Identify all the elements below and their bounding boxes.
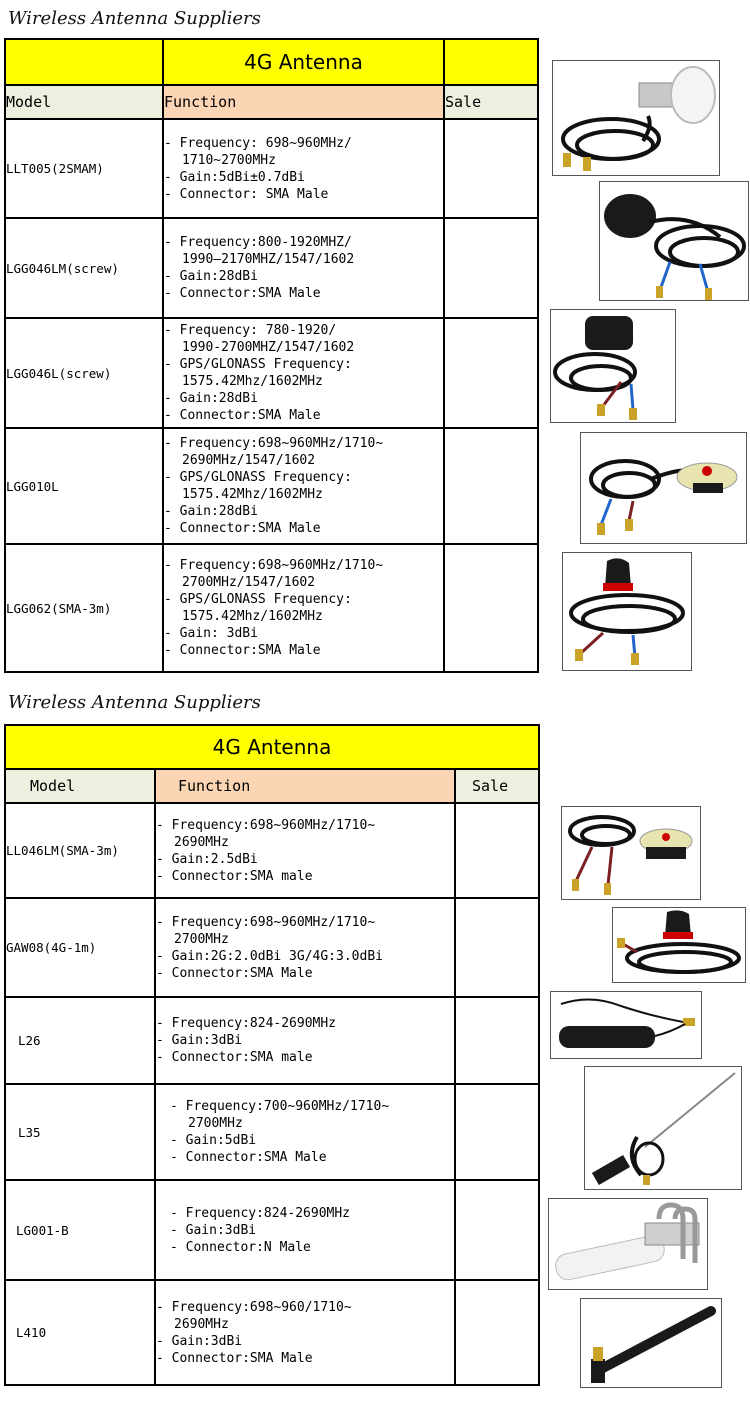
model-cell: LLT005(2SMAM)	[5, 119, 163, 218]
table-row	[5, 119, 538, 218]
table-row	[5, 898, 539, 997]
sale-cell	[444, 318, 538, 428]
spec-line: - Connector:SMA Male	[164, 521, 321, 536]
spec-line: - Gain:3dBi	[156, 1033, 243, 1048]
spec-line: 1575.42Mhz/1602MHz	[182, 609, 323, 624]
model-cell: LG001-B	[5, 1180, 155, 1280]
table-title: 4G Antenna	[163, 39, 444, 85]
spec-line: - Frequency:824-2690MHz	[156, 1016, 337, 1031]
spec-line: - Frequency:700~960MHz/1710~	[170, 1099, 390, 1114]
sale-cell	[444, 119, 538, 218]
magnetic-antenna-photo	[580, 432, 747, 544]
function-cell	[163, 318, 444, 428]
spec-line: 1990-2700MHZ/1547/1602	[182, 340, 355, 355]
sale-cell	[455, 997, 539, 1084]
sale-cell	[455, 1280, 539, 1385]
spec-line: - Connector: SMA Male	[164, 186, 329, 202]
model-cell: LGG010L	[5, 428, 163, 544]
spec-line: - Gain:3dBi	[156, 1333, 243, 1349]
function-cell	[163, 218, 444, 318]
spec-line: - Connector:SMA Male	[164, 408, 321, 423]
spec-line: - Frequency: 780-1920/	[164, 323, 337, 338]
title-spacer	[444, 39, 538, 85]
sale-cell	[455, 898, 539, 997]
sale-cell	[455, 803, 539, 898]
spec-line: - GPS/GLONASS Frequency:	[164, 592, 352, 607]
function-cell	[163, 428, 444, 544]
model-cell: L26	[5, 997, 155, 1084]
spec-line: - Frequency:698~960MHz/1710~	[164, 558, 384, 573]
spec-line: - Frequency:698~960MHz/1710~	[164, 436, 384, 451]
table-row	[5, 1084, 539, 1180]
spec-line: 2700MHz	[188, 1116, 243, 1131]
section-heading: Wireless Antenna Suppliers	[8, 692, 261, 713]
spec-line: - Connector:SMA male	[156, 868, 313, 884]
function-cell	[155, 803, 455, 898]
function-cell	[155, 1084, 455, 1180]
sale-header: Sale	[444, 85, 538, 119]
spec-line: - Gain:3dBi	[170, 1222, 257, 1238]
puck-antenna-white-photo	[552, 60, 720, 176]
rubber-duck-antenna-photo	[580, 1298, 722, 1388]
magnetic-antenna-photo	[561, 806, 701, 900]
spec-line: 1575.42Mhz/1602MHz	[182, 374, 323, 389]
adhesive-bar-antenna-photo	[550, 991, 702, 1059]
model-cell: LGG062(SMA-3m)	[5, 544, 163, 672]
spec-line: - Frequency:824-2690MHz	[170, 1205, 351, 1221]
spec-line: - Connector:SMA Male	[156, 1350, 313, 1366]
spec-line: - Frequency: 698~960MHz/	[164, 135, 352, 151]
table-row	[5, 544, 538, 672]
section-heading: Wireless Antenna Suppliers	[8, 8, 261, 29]
function-cell	[155, 1180, 455, 1280]
sale-cell	[455, 1084, 539, 1180]
spec-line: - Gain:2G:2.0dBi 3G/4G:3.0dBi	[156, 948, 383, 964]
patch-antenna-black-photo	[550, 309, 676, 423]
function-cell	[163, 544, 444, 672]
table-row	[5, 218, 538, 318]
function-header: Function	[155, 769, 455, 803]
spec-line: - Connector:SMA male	[156, 1050, 313, 1065]
table-row	[5, 1280, 539, 1385]
model-header: Model	[5, 769, 155, 803]
model-cell: GAW08(4G-1m)	[5, 898, 155, 997]
spec-line: 1710~2700MHz	[182, 152, 276, 168]
spec-line: - Connector:SMA Male	[164, 643, 321, 658]
function-cell	[155, 898, 455, 997]
model-cell: L410	[5, 1280, 155, 1385]
spec-line: - Frequency:800-1920MHZ/	[164, 235, 352, 250]
spec-line: - Connector:SMA Male	[156, 965, 313, 981]
spec-line: 1990—2170MHZ/1547/1602	[182, 252, 355, 267]
spec-line: - GPS/GLONASS Frequency:	[164, 470, 352, 485]
sale-cell	[444, 544, 538, 672]
sale-cell	[444, 428, 538, 544]
product-table	[4, 38, 539, 673]
screw-mount-antenna-photo	[562, 552, 692, 671]
sale-cell	[444, 218, 538, 318]
spec-line: - Gain: 3dBi	[164, 626, 258, 641]
spec-line: - Frequency:698~960MHz/1710~	[156, 817, 376, 833]
function-cell	[163, 119, 444, 218]
sale-cell	[455, 1180, 539, 1280]
spec-line: - Gain:28dBi	[164, 504, 258, 519]
title-spacer	[5, 39, 163, 85]
table-row	[5, 1180, 539, 1280]
spec-line: - Frequency:698~960/1710~	[156, 1299, 352, 1315]
spec-line: - GPS/GLONASS Frequency:	[164, 357, 352, 372]
table-row	[5, 997, 539, 1084]
puck-antenna-black-photo	[599, 181, 749, 301]
model-header: Model	[5, 85, 163, 119]
spec-line: - Gain:2.5dBi	[156, 851, 258, 867]
spec-line: - Gain:5dBi±0.7dBi	[164, 169, 305, 185]
sale-header: Sale	[455, 769, 539, 803]
spec-line: 1575.42Mhz/1602MHz	[182, 487, 323, 502]
table-title: 4G Antenna	[5, 725, 539, 769]
model-cell: LL046LM(SMA-3m)	[5, 803, 155, 898]
table-row	[5, 803, 539, 898]
model-cell: LGG046LM(screw)	[5, 218, 163, 318]
fiberglass-omni-antenna-photo	[548, 1198, 708, 1290]
spec-line: - Connector:SMA Male	[170, 1150, 327, 1165]
spec-line: - Connector:SMA Male	[164, 286, 321, 301]
spec-line: - Gain:5dBi	[170, 1133, 257, 1148]
table-row	[5, 318, 538, 428]
spec-line: 2690MHz	[174, 1316, 229, 1332]
model-cell: LGG046L(screw)	[5, 318, 163, 428]
spec-line: 2700MHz	[174, 931, 229, 947]
spec-line: - Frequency:698~960MHz/1710~	[156, 914, 376, 930]
table-row	[5, 428, 538, 544]
spec-line: 2700MHz/1547/1602	[182, 575, 316, 590]
spec-line: - Connector:N Male	[170, 1239, 311, 1255]
spec-line: - Gain:28dBi	[164, 269, 258, 284]
spec-line: - Gain:28dBi	[164, 391, 258, 406]
spec-line: 2690MHz	[174, 834, 229, 850]
function-header: Function	[163, 85, 444, 119]
product-table	[4, 724, 540, 1386]
whip-antenna-photo	[584, 1066, 742, 1190]
screw-mount-antenna-photo	[612, 907, 746, 983]
function-cell	[155, 1280, 455, 1385]
spec-line: 2690MHz/1547/1602	[182, 453, 316, 468]
model-cell: L35	[5, 1084, 155, 1180]
function-cell	[155, 997, 455, 1084]
